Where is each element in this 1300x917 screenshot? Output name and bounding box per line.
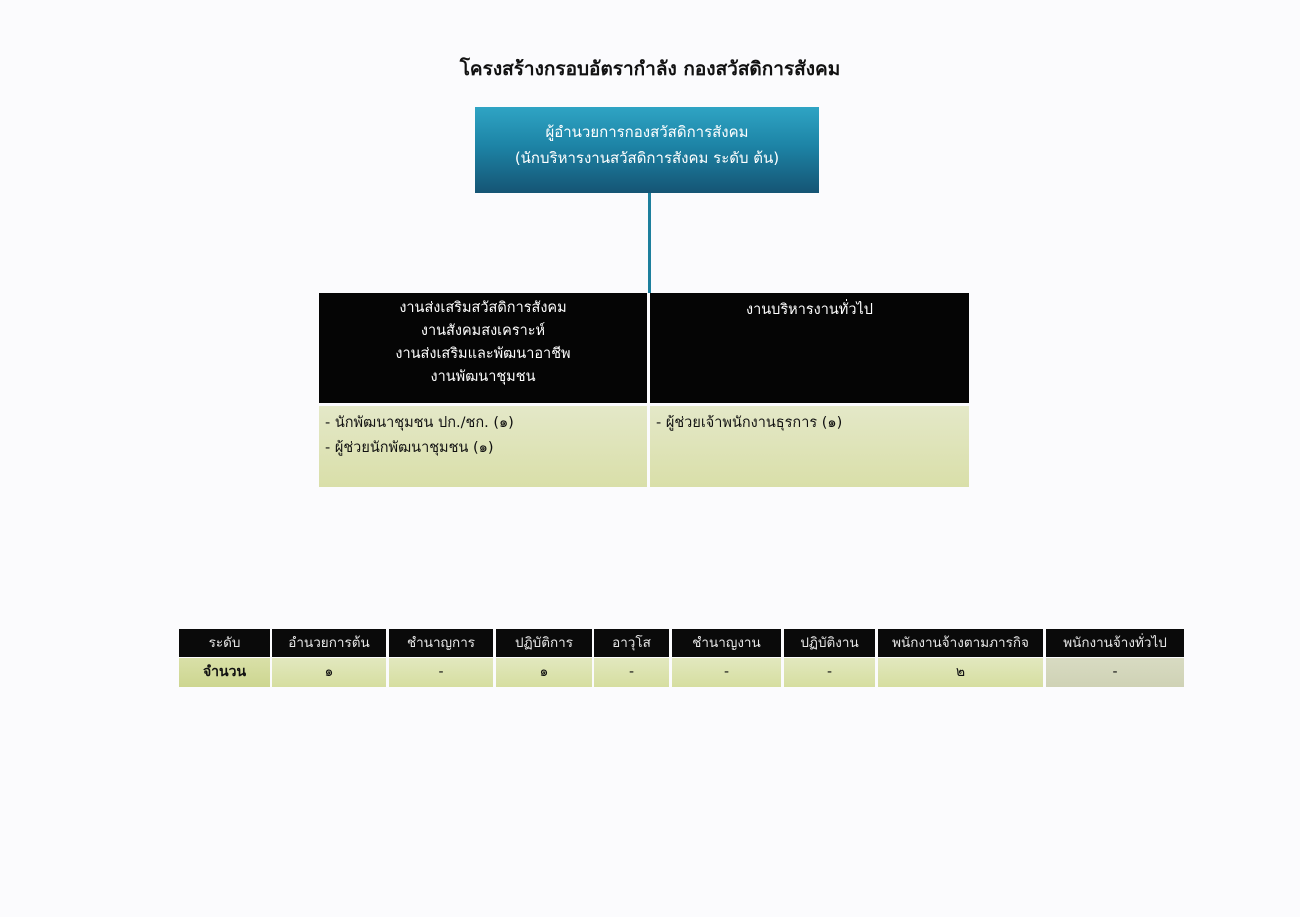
staff-item: - ผู้ช่วยนักพัฒนาชุมชน (๑) [325,440,494,456]
count-cell: - [594,658,669,687]
count-cell: ๑ [496,658,592,687]
level-header-cell: อำนวยการต้น [272,629,386,657]
level-header-cell: ปฏิบัติงาน [784,629,875,657]
director-title: ผู้อำนวยการกองสวัสดิการสังคม [545,123,749,141]
unit-name: งานบริหารงานทั่วไป [746,302,873,318]
level-header-cell: ปฏิบัติการ [496,629,592,657]
unit-header-general-admin [650,293,969,403]
page-title: โครงสร้างกรอบอัตรากำลัง กองสวัสดิการสังคม [459,58,841,80]
unit-header-welfare [319,293,647,403]
count-cell: ๒ [878,658,1043,687]
unit-name: งานส่งเสริมและพัฒนาอาชีพ [395,346,571,362]
count-cell: - [389,658,493,687]
level-row-header: ระดับ [179,629,270,657]
unit-name: งานสังคมสงเคราะห์ [420,323,546,339]
level-header-cell: พนักงานจ้างทั่วไป [1046,629,1184,657]
level-header-cell: อาวุโส [594,629,669,657]
level-header-cell: ชำนาญการ [389,629,493,657]
level-header-cell: ชำนาญงาน [672,629,781,657]
unit-name: งานส่งเสริมสวัสดิการสังคม [399,300,567,316]
staff-item: - ผู้ช่วยเจ้าพนักงานธุรการ (๑) [656,415,843,431]
count-cell: - [784,658,875,687]
count-cell: ๑ [272,658,386,687]
director-box [475,107,819,193]
org-connector-line [648,193,651,293]
count-row-label: จำนวน [179,658,270,687]
count-cell: - [672,658,781,687]
unit-staff-welfare [319,406,647,487]
staff-item: - นักพัฒนาชุมชน ปก./ชก. (๑) [325,415,514,431]
count-cell: - [1046,658,1184,687]
level-header-cell: พนักงานจ้างตามภารกิจ [878,629,1043,657]
director-position: (นักบริหารงานสวัสดิการสังคม ระดับ ต้น) [514,149,780,167]
unit-name: งานพัฒนาชุมชน [430,369,536,385]
unit-staff-general-admin [650,406,969,487]
